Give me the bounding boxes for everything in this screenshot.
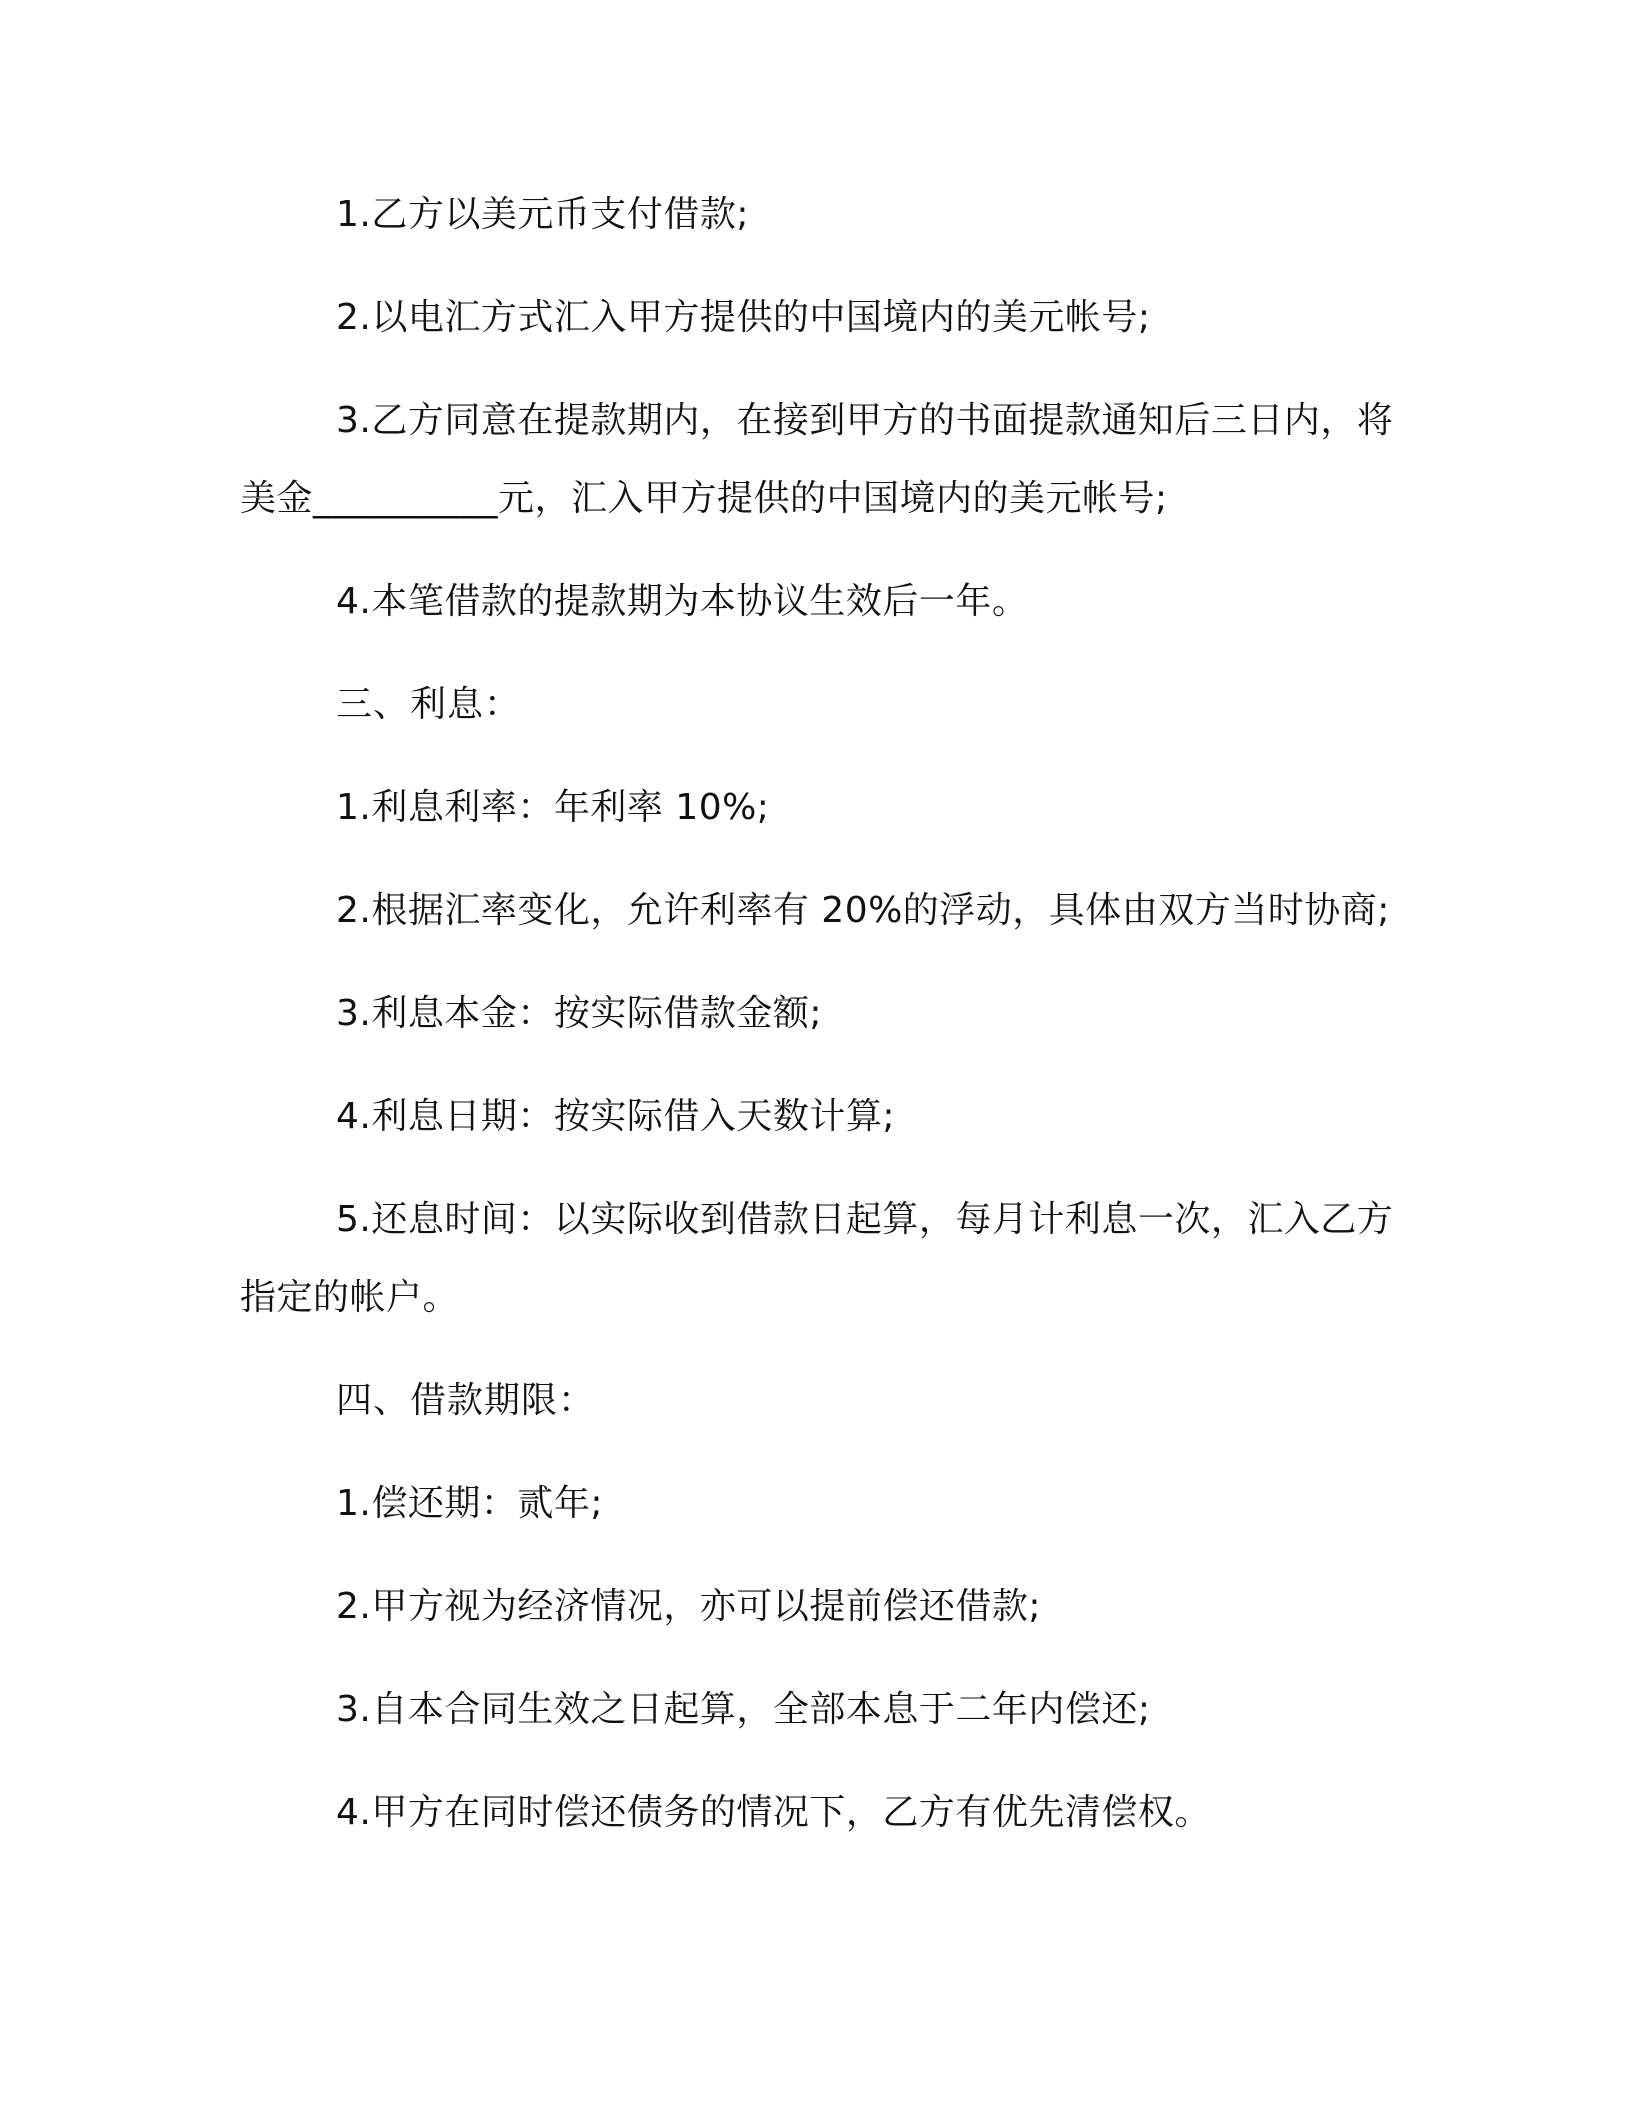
- document-body: [240, 176, 1400, 1877]
- clause-rate-floating: 2.根据汇率变化，允许利率有 20%的浮动，具体由双方当时协商;: [336, 890, 1390, 931]
- clause-withdrawal-notice: 3.乙方同意在提款期内，在接到甲方的书面提款通知后三日内，将美金__________元，汇入甲方提供的中国境内的美元帐号;: [240, 400, 1394, 519]
- clause-interest-rate: 1.利息利率：年利率 10%;: [336, 787, 770, 828]
- clause-payment-currency: 1.乙方以美元币支付借款;: [336, 194, 749, 235]
- clause-early-repayment: 2.甲方视为经济情况，亦可以提前偿还借款;: [336, 1586, 1041, 1627]
- section-heading-interest: 三、利息：: [336, 684, 522, 725]
- clause-interest-principal: 3.利息本金：按实际借款金额;: [336, 993, 822, 1034]
- clause-wire-transfer: 2.以电汇方式汇入甲方提供的中国境内的美元帐号;: [336, 297, 1151, 338]
- clause-full-repayment: 3.自本合同生效之日起算，全部本息于二年内偿还;: [336, 1689, 1151, 1730]
- clause-interest-days: 4.利息日期：按实际借入天数计算;: [336, 1096, 895, 1137]
- clause-priority-settlement: 4.甲方在同时偿还债务的情况下，乙方有优先清偿权。: [336, 1792, 1211, 1833]
- section-heading-loan-term: 四、借款期限：: [336, 1380, 596, 1421]
- clause-withdrawal-period: 4.本笔借款的提款期为本协议生效后一年。: [336, 581, 1029, 622]
- clause-interest-payment-time: 5.还息时间：以实际收到借款日起算，每月计利息一次，汇入乙方指定的帐户。: [240, 1199, 1394, 1318]
- clause-repayment-period: 1.偿还期：贰年;: [336, 1483, 603, 1524]
